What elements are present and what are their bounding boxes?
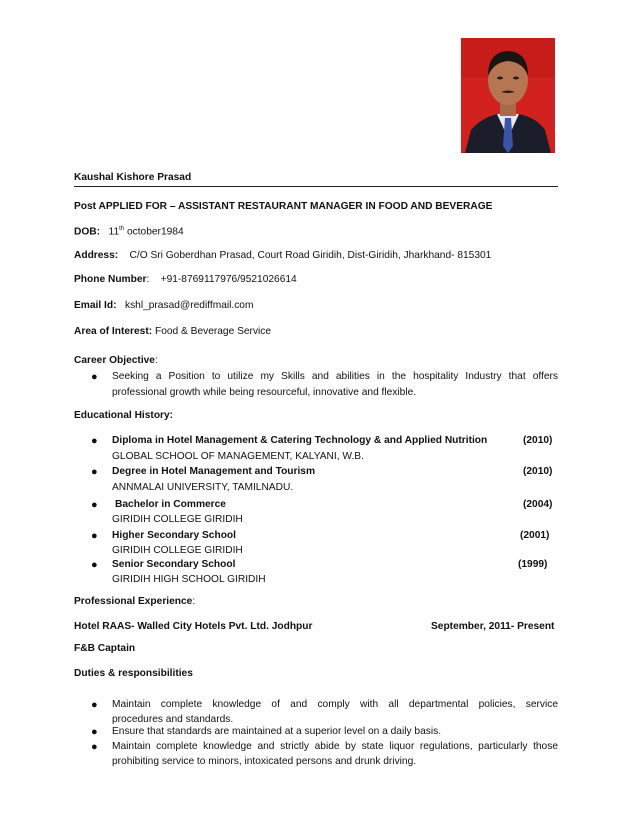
experience-colon: : bbox=[192, 596, 196, 607]
experience-role: F&B Captain bbox=[74, 643, 136, 654]
phone-value: +91-8769117976/9521026614 bbox=[160, 274, 297, 285]
duty-line-2: prohibiting service to minors, intoxicated persons and drunk driving. bbox=[112, 756, 417, 767]
bullet-icon: ● bbox=[91, 741, 98, 753]
interest-label: Area of Interest: bbox=[74, 326, 153, 337]
education-school: ANNMALAI UNIVERSITY, TAMILNADU. bbox=[112, 482, 294, 493]
dob-label: DOB: bbox=[74, 226, 101, 238]
bullet-icon: ● bbox=[91, 559, 98, 571]
duty-line-1: Maintain complete knowledge of and comply with all departmental policies, service bbox=[112, 699, 558, 710]
education-year: (2010) bbox=[523, 435, 553, 446]
education-year: (1999) bbox=[518, 559, 548, 570]
education-year: (2010) bbox=[523, 466, 553, 477]
duty-line-1: Maintain complete knowledge and strictly abide by state liquor regulations, particularly those bbox=[112, 741, 558, 752]
phone-colon: : bbox=[146, 274, 150, 285]
education-school: GLOBAL SCHOOL OF MANAGEMENT, KALYANI, W.B. bbox=[112, 451, 364, 462]
experience-period: September, 2011- Present bbox=[431, 621, 555, 632]
address-label: Address: bbox=[74, 250, 119, 261]
interest-value: Food & Beverage Service bbox=[154, 326, 272, 337]
dob-rest: october1984 bbox=[126, 226, 184, 238]
career-heading-row bbox=[74, 355, 158, 366]
career-colon: : bbox=[154, 355, 158, 366]
experience-heading: Professional Experience bbox=[74, 596, 193, 607]
phone-row bbox=[74, 274, 297, 285]
duties-heading: Duties & responsibilities bbox=[74, 668, 193, 679]
education-school: GIRIDIH COLLEGE GIRIDIH bbox=[112, 514, 243, 525]
email-label: Email Id: bbox=[74, 300, 117, 311]
interest-row bbox=[74, 326, 271, 337]
bullet-icon: ● bbox=[91, 699, 98, 711]
education-title: Degree in Hotel Management and Tourism bbox=[112, 466, 316, 477]
dob-row bbox=[74, 226, 184, 237]
duty-line-1: Ensure that standards are maintained at a superior level on a daily basis. bbox=[112, 726, 442, 737]
profile-photo bbox=[461, 38, 555, 153]
candidate-name: Kaushal Kishore Prasad bbox=[74, 172, 192, 183]
education-year: (2001) bbox=[520, 530, 550, 541]
education-school: GIRIDIH COLLEGE GIRIDIH bbox=[112, 545, 243, 556]
dob-day: 11 bbox=[108, 226, 120, 238]
career-line-2: professional growth while being resourceful, innovative and flexible. bbox=[112, 387, 417, 398]
divider bbox=[74, 186, 558, 187]
post-applied: Post APPLIED FOR – ASSISTANT RESTAURANT MANAGER IN FOOD AND BEVERAGE bbox=[74, 201, 493, 212]
bullet-icon: ● bbox=[91, 371, 98, 383]
dob-sup: th bbox=[119, 226, 125, 232]
bullet-icon: ● bbox=[91, 726, 98, 738]
experience-heading-row bbox=[74, 596, 195, 607]
address-row bbox=[74, 250, 491, 261]
career-line-1: Seeking a Position to utilize my Skills and abilities in the hospitality Industry that offers bbox=[112, 371, 558, 382]
education-title: Bachelor in Commerce bbox=[115, 499, 226, 510]
bullet-icon: ● bbox=[91, 466, 98, 478]
bullet-icon: ● bbox=[91, 435, 98, 447]
address-value: C/O Sri Goberdhan Prasad, Court Road Giridih, Dist-Giridih, Jharkhand- 815301 bbox=[129, 250, 492, 261]
career-label: Career Objective bbox=[74, 355, 155, 366]
duty-line-2: procedures and standards. bbox=[112, 714, 234, 725]
phone-label: Phone Number bbox=[74, 274, 147, 285]
education-school: GIRIDIH HIGH SCHOOL GIRIDIH bbox=[112, 574, 266, 585]
email-row bbox=[74, 300, 253, 311]
education-year: (2004) bbox=[523, 499, 553, 510]
email-value: kshl_prasad@rediffmail.com bbox=[124, 300, 254, 311]
education-heading: Educational History: bbox=[74, 410, 174, 421]
bullet-icon: ● bbox=[91, 530, 98, 542]
education-title: Diploma in Hotel Management & Catering Technology & and Applied Nutrition bbox=[112, 435, 488, 446]
bullet-icon: ● bbox=[91, 499, 98, 511]
education-title: Senior Secondary School bbox=[112, 559, 236, 570]
experience-hotel: Hotel RAAS- Walled City Hotels Pvt. Ltd. Jodhpur bbox=[74, 621, 313, 632]
education-title: Higher Secondary School bbox=[112, 530, 236, 541]
